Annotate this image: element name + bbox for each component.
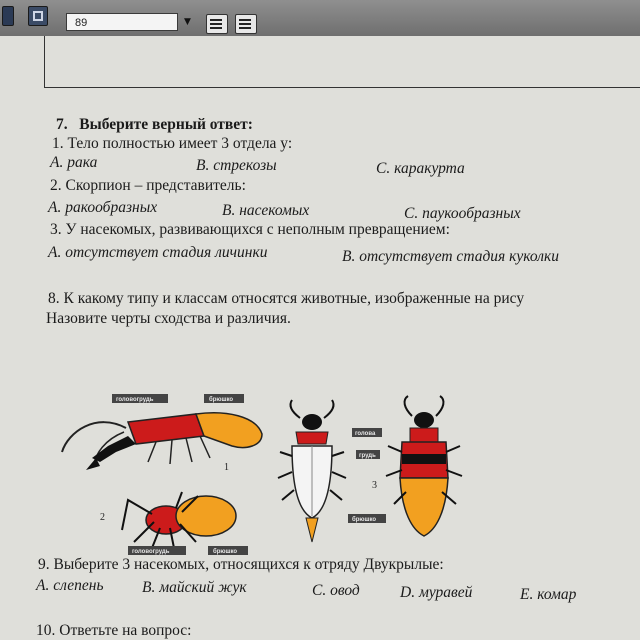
beetle-abdomen-label: брюшко [352,517,377,523]
animals-figure [56,392,476,562]
q7-1-option-b: В. стрекозы [196,157,277,174]
copy-icon[interactable] [235,14,257,34]
q7-2-option-c: С. паукообразных [404,205,521,222]
q7-3-question: 3. У насекомых, развивающихся с неполным превращением: [50,221,450,238]
q7-1-option-a: А. рака [50,154,98,171]
q8-line1: 8. К какому типу и классам относятся животные, изображенные на рису [48,290,525,307]
beetle-chest-label: грудь [359,453,376,459]
q7-3-option-b: В. отсутствует стадия куколки [342,248,560,265]
q7-title: Выберите верный ответ: [79,116,253,133]
crayfish-illustration [62,394,262,473]
q7-number: 7. [56,116,68,133]
number-3: 3 [372,480,377,491]
number-2: 2 [100,512,105,523]
fit-page-icon[interactable] [28,6,48,26]
q7-1-question: 1. Тело полностью имеет 3 отдела у: [52,135,293,152]
document-page [0,36,640,640]
page-icon[interactable] [2,6,14,26]
q9-heading: 9. Выберите 3 насекомых, относящихся к отряду Двукрылые: [38,556,444,573]
beetle-head-label: голова [355,431,376,437]
shrimp-abdomen-label: брюшко [209,397,234,403]
q9-option-d: D. муравей [400,584,473,601]
q9-option-c: С. овод [312,582,360,599]
beetles-illustration [278,396,462,542]
table-cell [44,36,640,88]
number-1: 1 [224,462,229,473]
spider-illustration [100,492,248,555]
q8-line2: Назовите черты сходства и различия. [46,310,291,327]
q9-option-a: А. слепень [36,577,104,594]
q9-option-b: В. майский жук [142,579,247,596]
q7-3-option-a: А. отсутствует стадия личинки [48,244,268,261]
q7-1-option-c: С. каракурта [376,160,465,177]
zoom-input[interactable]: 89 [66,13,178,31]
q7-2-question: 2. Скорпион – представитель: [50,177,246,194]
dropdown-arrow-icon[interactable]: ▼ [184,17,191,27]
q7-2-option-b: В. насекомых [222,202,310,219]
pdf-toolbar [0,0,640,37]
shrimp-cephalothorax-label: головогрудь [116,397,154,403]
save-icon[interactable] [206,14,228,34]
spider-abdomen-label: брюшко [213,549,238,555]
q7-heading [56,116,253,134]
spider-cephalothorax-label: головогрудь [132,549,170,555]
q7-2-option-a: А. ракообразных [48,199,158,216]
q10-heading: 10. Ответьте на вопрос: [36,622,192,639]
q9-option-e: Е. комар [520,586,577,603]
